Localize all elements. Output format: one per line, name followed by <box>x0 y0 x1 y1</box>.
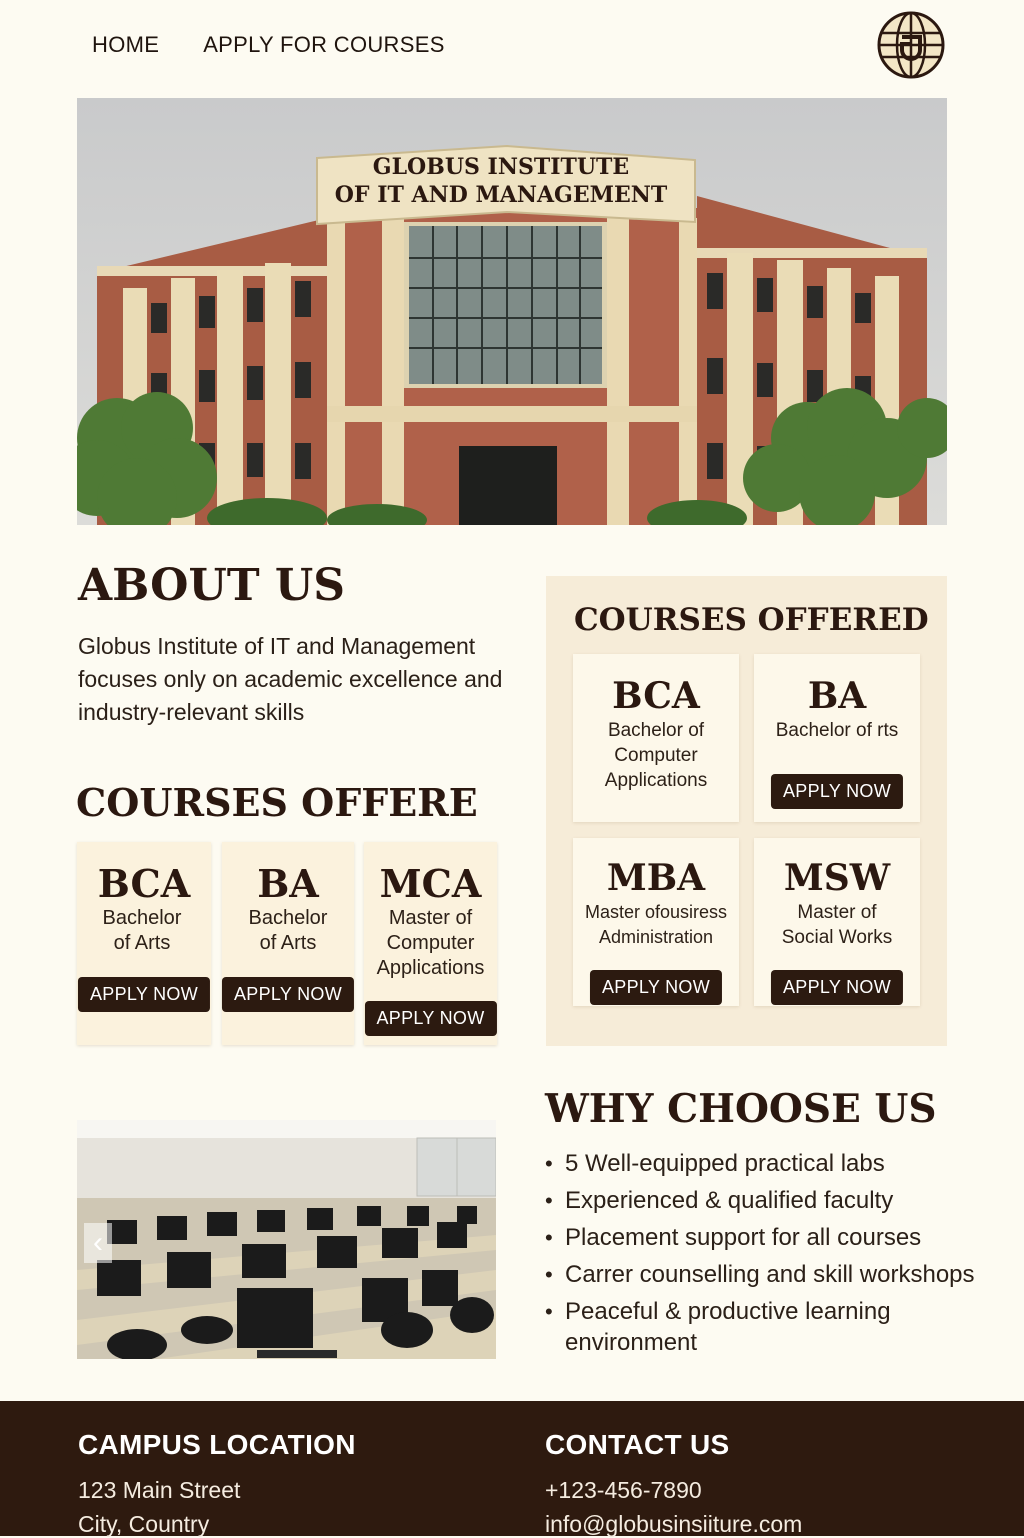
course-desc: Bachelor of rts <box>775 720 899 741</box>
course-desc: Master of Social Works <box>781 902 893 948</box>
course-desc: Master ofousiress Administration <box>584 902 728 947</box>
apply-now-button[interactable]: APPLY NOW <box>364 1001 496 1036</box>
course-desc: Master of Computer Applications <box>376 907 485 979</box>
right-course-card-ba <box>754 654 920 822</box>
apply-now-button[interactable]: APPLY NOW <box>771 970 903 1005</box>
nav-apply-link[interactable]: APPLY FOR COURSES <box>203 32 445 57</box>
why-choose-us-list <box>545 1148 985 1364</box>
right-course-card-bca <box>573 654 739 822</box>
courses-offered-title: COURSES OFFERED <box>574 602 929 638</box>
course-desc: Bachelor of Arts <box>102 907 182 954</box>
phone-number[interactable]: +123-456-7890 <box>545 1477 702 1503</box>
course-code: BA <box>807 675 867 717</box>
why-item: • Carrer counselling and skill workshops <box>545 1259 985 1290</box>
why-item: • Experienced & qualified faculty <box>545 1185 985 1216</box>
about-text: Globus Institute of IT and Management focuses only on academic excellence and industry-relevant skills <box>78 633 503 725</box>
email-link[interactable]: info@globusinsiiture.com <box>545 1511 803 1537</box>
left-course-card-bca <box>77 842 211 1045</box>
address-line-1: 123 Main Street <box>78 1477 241 1503</box>
address-line-2: City, Country <box>78 1511 210 1537</box>
left-course-card-mca <box>364 842 497 1045</box>
nav-home-link[interactable]: HOME <box>92 32 160 57</box>
apply-now-button[interactable]: APPLY NOW <box>771 774 903 809</box>
why-item: • Peaceful & productive learning environment <box>545 1296 985 1358</box>
right-course-card-mba <box>573 838 739 1006</box>
apply-now-button[interactable]: APPLY NOW <box>590 970 722 1005</box>
right-course-card-msw <box>754 838 920 1006</box>
course-desc: Bachelor of Arts <box>248 907 328 954</box>
contact-us-title: CONTACT US <box>545 1429 730 1460</box>
course-code: BA <box>257 861 319 906</box>
campus-location-title: CAMPUS LOCATION <box>78 1429 356 1460</box>
svg-text:OF IT AND MANAGEMENT: OF IT AND MANAGEMENT <box>334 182 668 208</box>
courses-offered-panel <box>546 576 947 1046</box>
course-desc: Bachelor of Computer Applications <box>604 720 708 791</box>
apply-now-button[interactable]: APPLY NOW <box>78 977 210 1012</box>
hero-building-image <box>77 98 947 525</box>
about-title: ABOUT US <box>78 560 346 611</box>
why-choose-us-title: WHY CHOOSE US <box>545 1086 937 1132</box>
apply-now-button[interactable]: APPLY NOW <box>222 977 354 1012</box>
course-code: MBA <box>606 857 706 899</box>
course-code: MCA <box>379 861 482 906</box>
why-item: • 5 Well-equipped practical labs <box>545 1148 985 1179</box>
footer <box>0 1401 1024 1536</box>
carousel-prev-button[interactable]: ‹ <box>84 1223 112 1263</box>
course-code: BCA <box>97 861 191 906</box>
course-code: MSW <box>783 857 891 899</box>
course-code: BCA <box>612 675 700 717</box>
computer-lab-image <box>77 1120 496 1359</box>
globe-logo-icon[interactable] <box>876 10 946 80</box>
why-item: • Placement support for all courses <box>545 1222 985 1253</box>
left-courses-title: COURSES OFFERE <box>76 780 478 825</box>
top-nav <box>92 32 445 58</box>
left-course-card-ba <box>222 842 354 1045</box>
svg-text:GLOBUS INSTITUTE: GLOBUS INSTITUTE <box>372 154 630 180</box>
